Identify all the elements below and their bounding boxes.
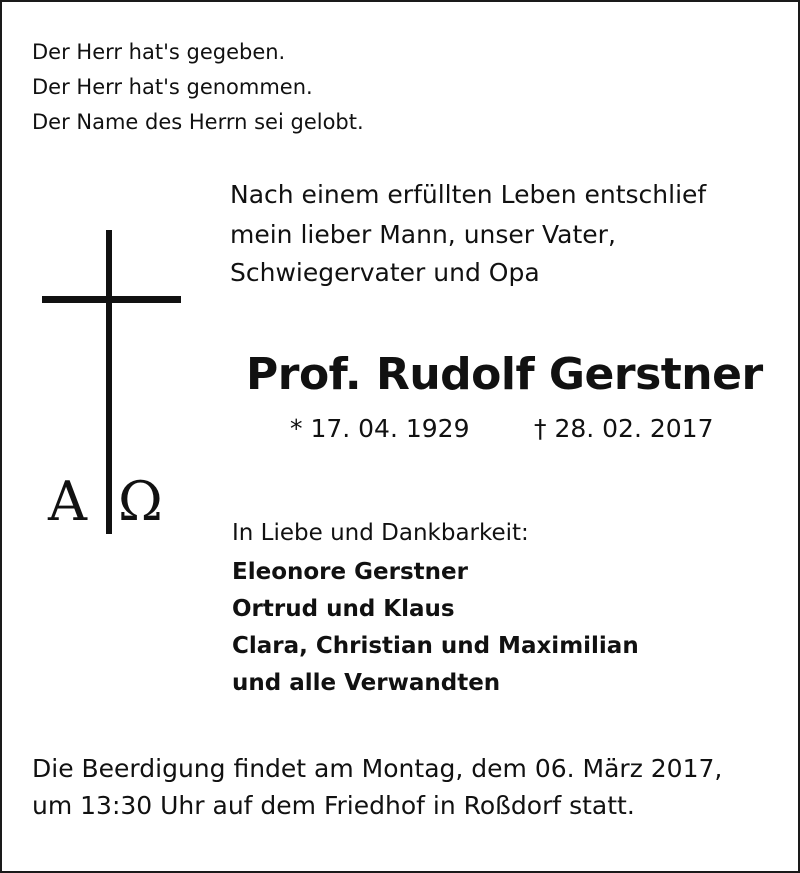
cross-horizontal-bar [42, 296, 181, 303]
intro-line: mein lieber Mann, unser Vater, [230, 220, 616, 249]
alpha-symbol: A [48, 470, 87, 533]
intro-line: Nach einem erfüllten Leben entschlief [230, 180, 707, 209]
thanks-heading: In Liebe und Dankbarkeit: [232, 520, 529, 546]
death-date: † 28. 02. 2017 [534, 414, 714, 443]
psalm-line: Der Herr hat's gegeben. [32, 40, 286, 64]
deceased-name: Prof. Rudolf Gerstner [246, 349, 763, 400]
mourner-name: Eleonore Gerstner [232, 559, 468, 585]
mourner-name: Clara, Christian und Maximilian [232, 633, 639, 659]
cross-vertical-bar [106, 230, 112, 534]
psalm-line: Der Name des Herrn sei gelobt. [32, 110, 364, 134]
intro-line: Schwiegervater und Opa [230, 258, 540, 287]
mourner-name: Ortrud und Klaus [232, 596, 455, 622]
mourner-name: und alle Verwandten [232, 670, 501, 696]
funeral-info-line: um 13:30 Uhr auf dem Friedhof in Roßdorf statt. [32, 791, 635, 820]
psalm-line: Der Herr hat's genommen. [32, 75, 313, 99]
funeral-info-line: Die Beerdigung findet am Montag, dem 06. März 2017, [32, 754, 723, 783]
birth-date: * 17. 04. 1929 [290, 414, 470, 443]
omega-symbol: Ω [118, 470, 163, 533]
